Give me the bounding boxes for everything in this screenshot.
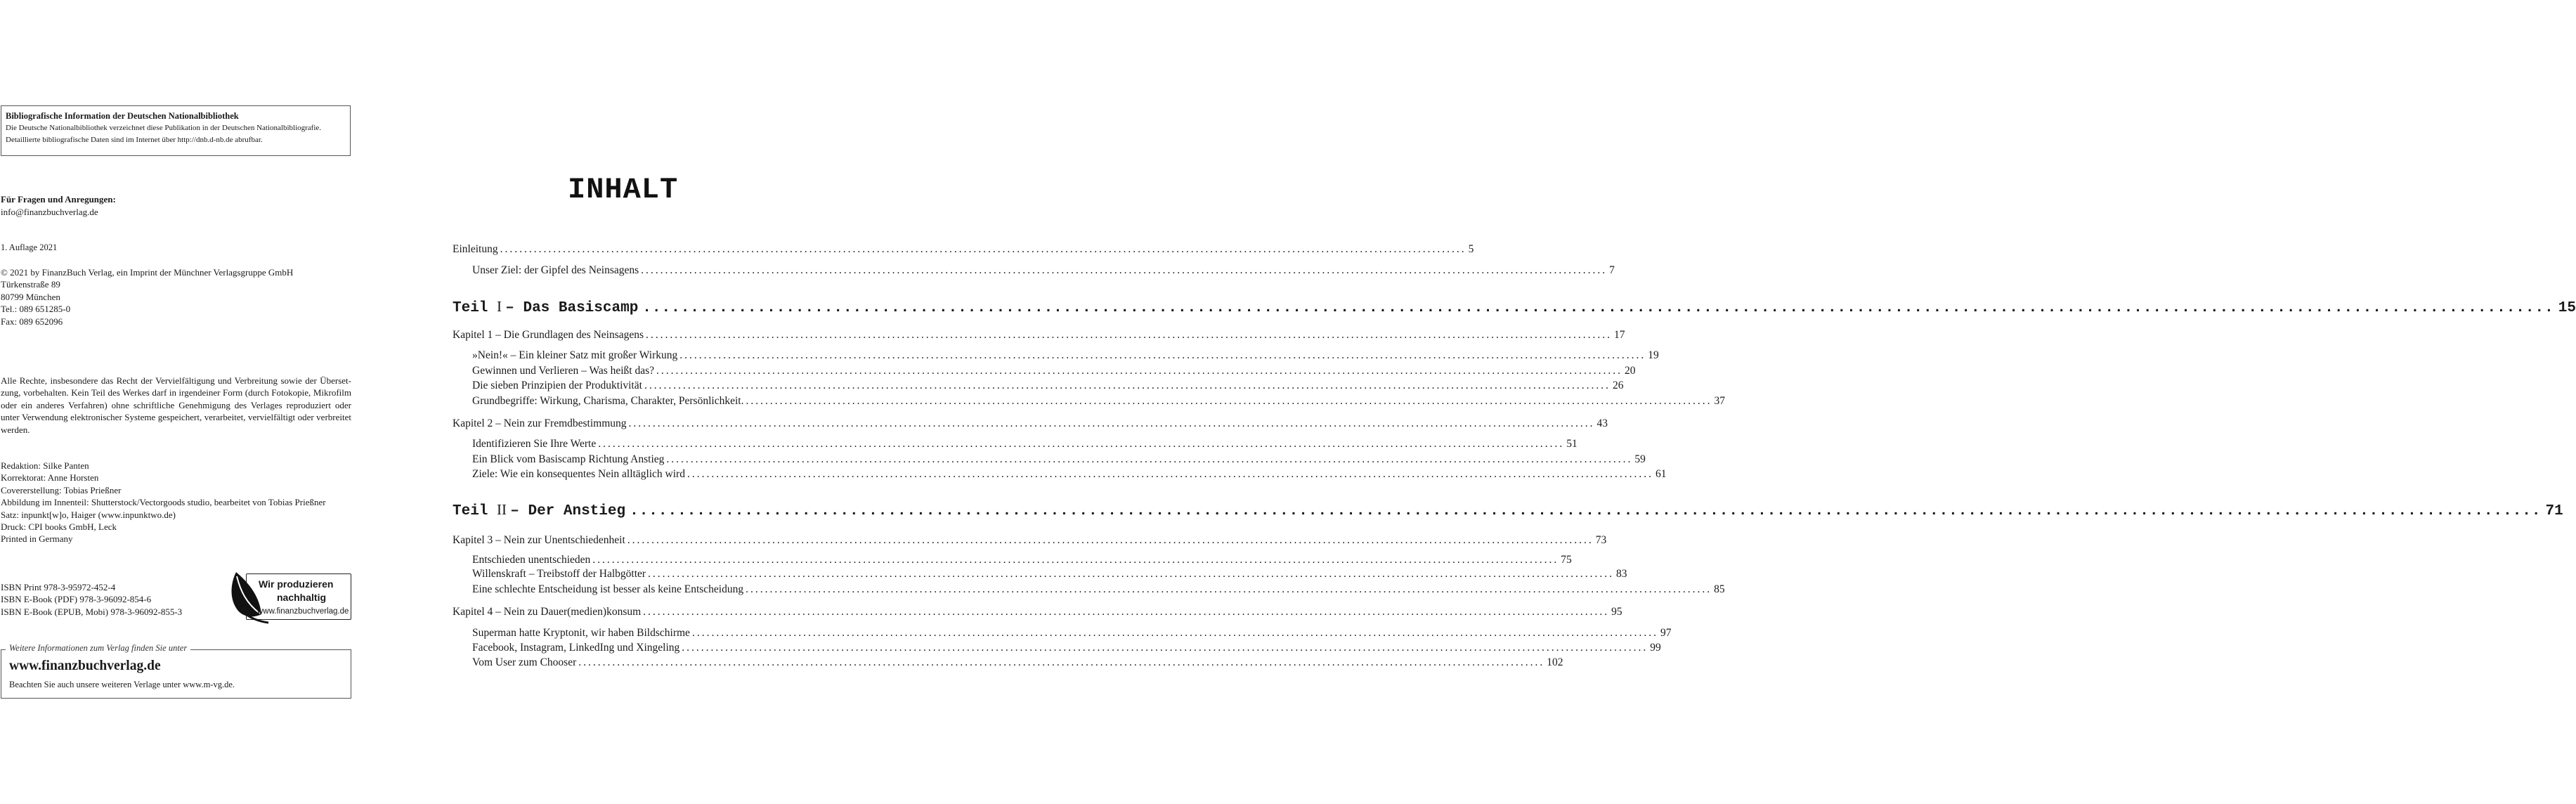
toc-entry-title: Ein Blick vom Basiscamp Richtung Anstieg	[472, 453, 665, 465]
toc-entry-sub	[472, 642, 1661, 654]
toc-entry-sub	[472, 656, 1563, 669]
publisher-line: 80799 München	[1, 291, 60, 302]
credits-line: Druck: CPI books GmbH, Leck	[1, 521, 117, 533]
toc-page-number: 85	[1714, 583, 1725, 595]
part-numeral: I	[497, 298, 506, 315]
toc-entry-title: Superman hatte Kryptonit, wir haben Bildschirme	[472, 627, 690, 639]
toc-page-number: 61	[1655, 468, 1667, 480]
edition: 1. Auflage 2021	[1, 242, 58, 252]
publisher-web-box	[1, 643, 351, 699]
toc-page-number: 7	[1609, 264, 1615, 276]
toc-page-number: 75	[1561, 554, 1572, 566]
toc-page-number: 71	[2545, 503, 2563, 519]
badge-line: nachhaltig	[277, 592, 327, 603]
toc-entry-chapter	[453, 329, 1625, 342]
toc-entry-title: Gewinnen und Verlieren – Was heißt das?	[472, 365, 655, 377]
toc-page-number: 43	[1596, 417, 1608, 429]
credits-line: Satz: inpunkt[w]o, Haiger (www.inpunktwo.de)	[1, 509, 176, 520]
publisher-line: Tel.: 089 651285-0	[1, 304, 71, 315]
toc-leader-dots: ........................................................................................................................................................................................................	[656, 365, 1623, 377]
toc-entry-title: Grundbegriffe: Wirkung, Charisma, Charakter, Persönlichkeit.	[472, 395, 744, 407]
toc-leader-dots: ........................................................................................................................................................................................................	[648, 568, 1615, 580]
toc-entry-title: Vom User zum Chooser	[472, 656, 577, 668]
credits-line: Covererstellung: Tobias Prießner	[1, 484, 122, 495]
toc-entry-sub	[472, 395, 1725, 408]
toc-entry-title: Eine schlechte Entscheidung ist besser als keine Entscheidung	[472, 583, 744, 595]
toc-entry-title: Entschieden unentschieden	[472, 554, 591, 566]
toc-entry-sub	[472, 438, 1578, 450]
credits-block	[1, 460, 351, 545]
toc-entry-title: Facebook, Instagram, LinkedIng und Xingeling	[472, 642, 680, 654]
toc-entry-sub	[472, 554, 1572, 566]
toc-entry-chapter	[453, 534, 1607, 547]
toc-page-number: 37	[1714, 395, 1725, 407]
toc-entry-sub	[472, 349, 1659, 362]
bibliographic-info-line: Detaillierte bibliografische Daten sind im Internet über http://dnb.d-nb.de abrufbar.	[6, 136, 263, 144]
badge-line: Wir produzieren	[259, 578, 334, 590]
toc-entry-chapter	[453, 417, 1608, 430]
toc-entry-title	[453, 298, 638, 316]
toc-leader-dots: ........................................................................................................................................................................................................	[641, 264, 1608, 276]
toc-entry-sub	[472, 568, 1627, 581]
toc-leader-dots: ........................................................................................................................................................................................................	[642, 300, 2554, 316]
bibliographic-info-title: Bibliografische Information der Deutschen Nationalbibliothek	[6, 111, 239, 121]
part-title: – Der Anstieg	[510, 503, 626, 519]
toc-entry-sub	[472, 264, 1615, 277]
toc-entry-part	[453, 298, 2576, 316]
web-box-legend: Weitere Informationen zum Verlag finden Sie unter	[6, 643, 190, 654]
toc-page-number: 73	[1595, 534, 1607, 546]
toc-entry-title: Unser Ziel: der Gipfel des Neinsagens	[472, 264, 639, 276]
toc-leader-dots: ........................................................................................................................................................................................................	[746, 395, 1712, 407]
part-prefix: Teil	[453, 503, 497, 519]
toc-entry-title	[453, 501, 625, 519]
toc-entry-chapter	[453, 606, 1622, 618]
toc-leader-dots: ........................................................................................................................................................................................................	[746, 583, 1712, 595]
toc-page-number: 83	[1616, 568, 1627, 580]
toc-entry-title: Die sieben Prinzipien der Produktivität	[472, 380, 642, 391]
page-title: INHALT	[568, 173, 679, 207]
toc-leader-dots: ........................................................................................................................................................................................................	[644, 380, 1611, 391]
toc-entry-sub	[472, 468, 1667, 481]
toc-page-number: 19	[1648, 349, 1659, 361]
toc-page-number: 17	[1614, 329, 1625, 341]
toc-leader-dots: ........................................................................................................................................................................................................	[666, 453, 1633, 465]
rights-notice: Alle Rechte, insbesondere das Recht der Vervielfältigung und Verbreitung sowie der Übersetzung, vorbehalten. Kein Teil des Werkes darf in irgendeiner Form (durch Fotokopie, Mikrofilm oder ein anderes Verfahren) ohne schriftliche Genehmigung des Verlages reproduziert oder unter Verwendung elektronischer Systeme gespeichert, verarbeitet, vervielfältigt oder verbreitet werden.	[1, 375, 351, 435]
toc-page-number: 26	[1612, 380, 1624, 391]
isbn-block	[1, 581, 182, 618]
toc-page-number: 15	[2558, 300, 2576, 316]
toc-entry-sub	[472, 583, 1725, 596]
isbn-line: ISBN Print 978-3-95972-452-4	[1, 582, 116, 592]
toc-entry-sub	[472, 365, 1636, 377]
toc-leader-dots: ........................................................................................................................................................................................................	[679, 349, 1646, 361]
toc-leader-dots: ........................................................................................................................................................................................................	[630, 503, 2542, 519]
toc-entry-title: Kapitel 2 – Nein zur Fremdbestimmung	[453, 417, 627, 429]
part-title: – Das Basiscamp	[505, 300, 639, 316]
publisher-url[interactable]: www.finanzbuchverlag.de	[9, 659, 161, 673]
toc-entry-sub	[472, 453, 1646, 466]
bibliographic-info-line: Die Deutsche Nationalbibliothek verzeichnet diese Publikation in der Deutschen Nationalbibliografie.	[6, 124, 322, 132]
credits-line: Korrektorat: Anne Horsten	[1, 472, 99, 484]
toc-page-number: 95	[1611, 606, 1622, 618]
toc-leader-dots: ........................................................................................................................................................................................................	[643, 606, 1610, 618]
credits-line: Printed in Germany	[1, 533, 73, 545]
publisher-line: Fax: 089 652096	[1, 316, 63, 327]
toc-entry-sub	[472, 380, 1624, 392]
toc-entry-title: Einleitung	[453, 243, 498, 255]
part-prefix: Teil	[453, 300, 497, 316]
toc-page-number: 59	[1634, 453, 1646, 465]
contact-label: Für Fragen und Anregungen:	[1, 194, 116, 205]
toc-leader-dots: ........................................................................................................................................................................................................	[682, 642, 1648, 654]
toc-entry-title: Willenskraft – Treibstoff der Halbgötter	[472, 568, 646, 580]
toc-entry-title: Kapitel 1 – Die Grundlagen des Neinsagens	[453, 329, 644, 341]
toc-entry-title: Identifizieren Sie Ihre Werte	[472, 438, 597, 450]
bibliographic-info-box	[1, 105, 351, 156]
toc-leader-dots: ........................................................................................................................................................................................................	[578, 656, 1545, 668]
publisher-line: Türkenstraße 89	[1, 279, 60, 290]
toc-leader-dots: ........................................................................................................................................................................................................	[627, 534, 1594, 546]
toc-page-number: 97	[1660, 627, 1672, 639]
toc-leader-dots: ........................................................................................................................................................................................................	[646, 329, 1613, 341]
publisher-line: © 2021 by FinanzBuch Verlag, ein Imprint der Münchner Verlagsgruppe GmbH	[1, 267, 294, 278]
isbn-line: ISBN E-Book (EPUB, Mobi) 978-3-96092-855-3	[1, 606, 183, 617]
toc-entry-title: Ziele: Wie ein konsequentes Nein alltäglich wird	[472, 468, 685, 480]
sustainability-badge	[229, 571, 351, 623]
toc-leader-dots: ........................................................................................................................................................................................................	[592, 554, 1559, 566]
credits-line: Redaktion: Silke Panten	[1, 460, 89, 471]
toc-entry-chapter	[453, 243, 1474, 256]
part-numeral: II	[497, 501, 511, 518]
toc-entry-title: Kapitel 3 – Nein zur Unentschiedenheit	[453, 534, 625, 546]
badge-url: www.finanzbuchverlag.de	[257, 607, 349, 616]
toc-page-number: 20	[1625, 365, 1636, 377]
toc-entry-sub	[472, 627, 1672, 640]
toc-page-number: 51	[1566, 438, 1578, 450]
publisher-block	[1, 266, 351, 328]
toc-entry-part	[453, 501, 2563, 519]
toc-page-number: 102	[1547, 656, 1563, 668]
toc-entry-title: »Nein!« – Ein kleiner Satz mit großer Wirkung	[472, 349, 678, 361]
toc-leader-dots: ........................................................................................................................................................................................................	[500, 243, 1466, 255]
toc-entry-title: Kapitel 4 – Nein zu Dauer(medien)konsum	[453, 606, 642, 618]
toc-page-number: 5	[1468, 243, 1474, 255]
toc-page-number: 99	[1650, 642, 1661, 654]
credits-line: Abbildung im Innenteil: Shutterstock/Vectorgoods studio, bearbeitet von Tobias Prießner	[1, 497, 326, 508]
toc-leader-dots: ........................................................................................................................................................................................................	[598, 438, 1565, 450]
toc-leader-dots: ........................................................................................................................................................................................................	[691, 627, 1658, 639]
toc-leader-dots: ........................................................................................................................................................................................................	[687, 468, 1653, 480]
toc-leader-dots: ........................................................................................................................................................................................................	[628, 417, 1595, 429]
other-publishers-note: Beachten Sie auch unsere weiteren Verlage unter www.m-vg.de.	[9, 680, 235, 689]
contact-email: info@finanzbuchverlag.de	[1, 207, 98, 217]
isbn-line: ISBN E-Book (PDF) 978-3-96092-854-6	[1, 594, 152, 605]
